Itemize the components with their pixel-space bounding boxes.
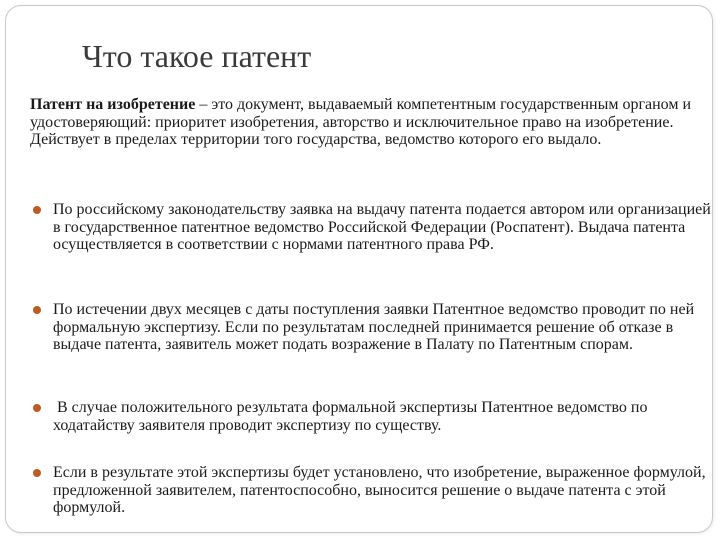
slide-frame — [5, 5, 713, 533]
bullet-item — [33, 201, 720, 254]
bullet-item — [33, 399, 720, 434]
bullet-text: В случае положительного результата формальной экспертизы Патентное ведомство по ходатайству заявителя проводит экспертизу по существу. — [53, 399, 652, 434]
bullet-dot-icon — [33, 306, 41, 314]
bullet-item — [33, 301, 720, 354]
bullet-dot-icon — [33, 404, 41, 412]
intro-term: Патент на изобретение — [30, 96, 196, 113]
slide-title: Что такое патент — [82, 38, 312, 74]
bullet-item — [33, 464, 720, 517]
bullet-text: По истечении двух месяцев с даты поступления заявки Патентное ведомство проводит по ней формальную экспертизу. Если по результатам последней принимается решение об отказе в выдаче патента, заявитель может подать возражение в Палату по Патентным спорам. — [53, 301, 695, 353]
bullet-text: Если в результате этой экспертизы будет установлено, что изобретение, выраженное формулой, предложенной заявителем, патентоспособно, выносится решение о выдаче патента с этой формулой. — [53, 464, 706, 516]
bullet-text: По российскому законодательству заявка на выдачу патента подается автором или организацией в государственное патентное ведомство Российской Федерации (Роспатент). Выдача патента осуществляется в соответствии с нормами патентного права РФ. — [53, 201, 711, 253]
bullet-dot-icon — [33, 469, 41, 477]
intro-text: – это документ, выдаваемый компетентным государственным органом и удостоверяющий: приоритет изобретения, авторство и исключительное право на изобретение. Действует в пределах территории того государства, ведомство которого его выдало. — [30, 96, 692, 148]
bullet-dot-icon — [33, 206, 41, 214]
intro-paragraph — [30, 96, 720, 149]
